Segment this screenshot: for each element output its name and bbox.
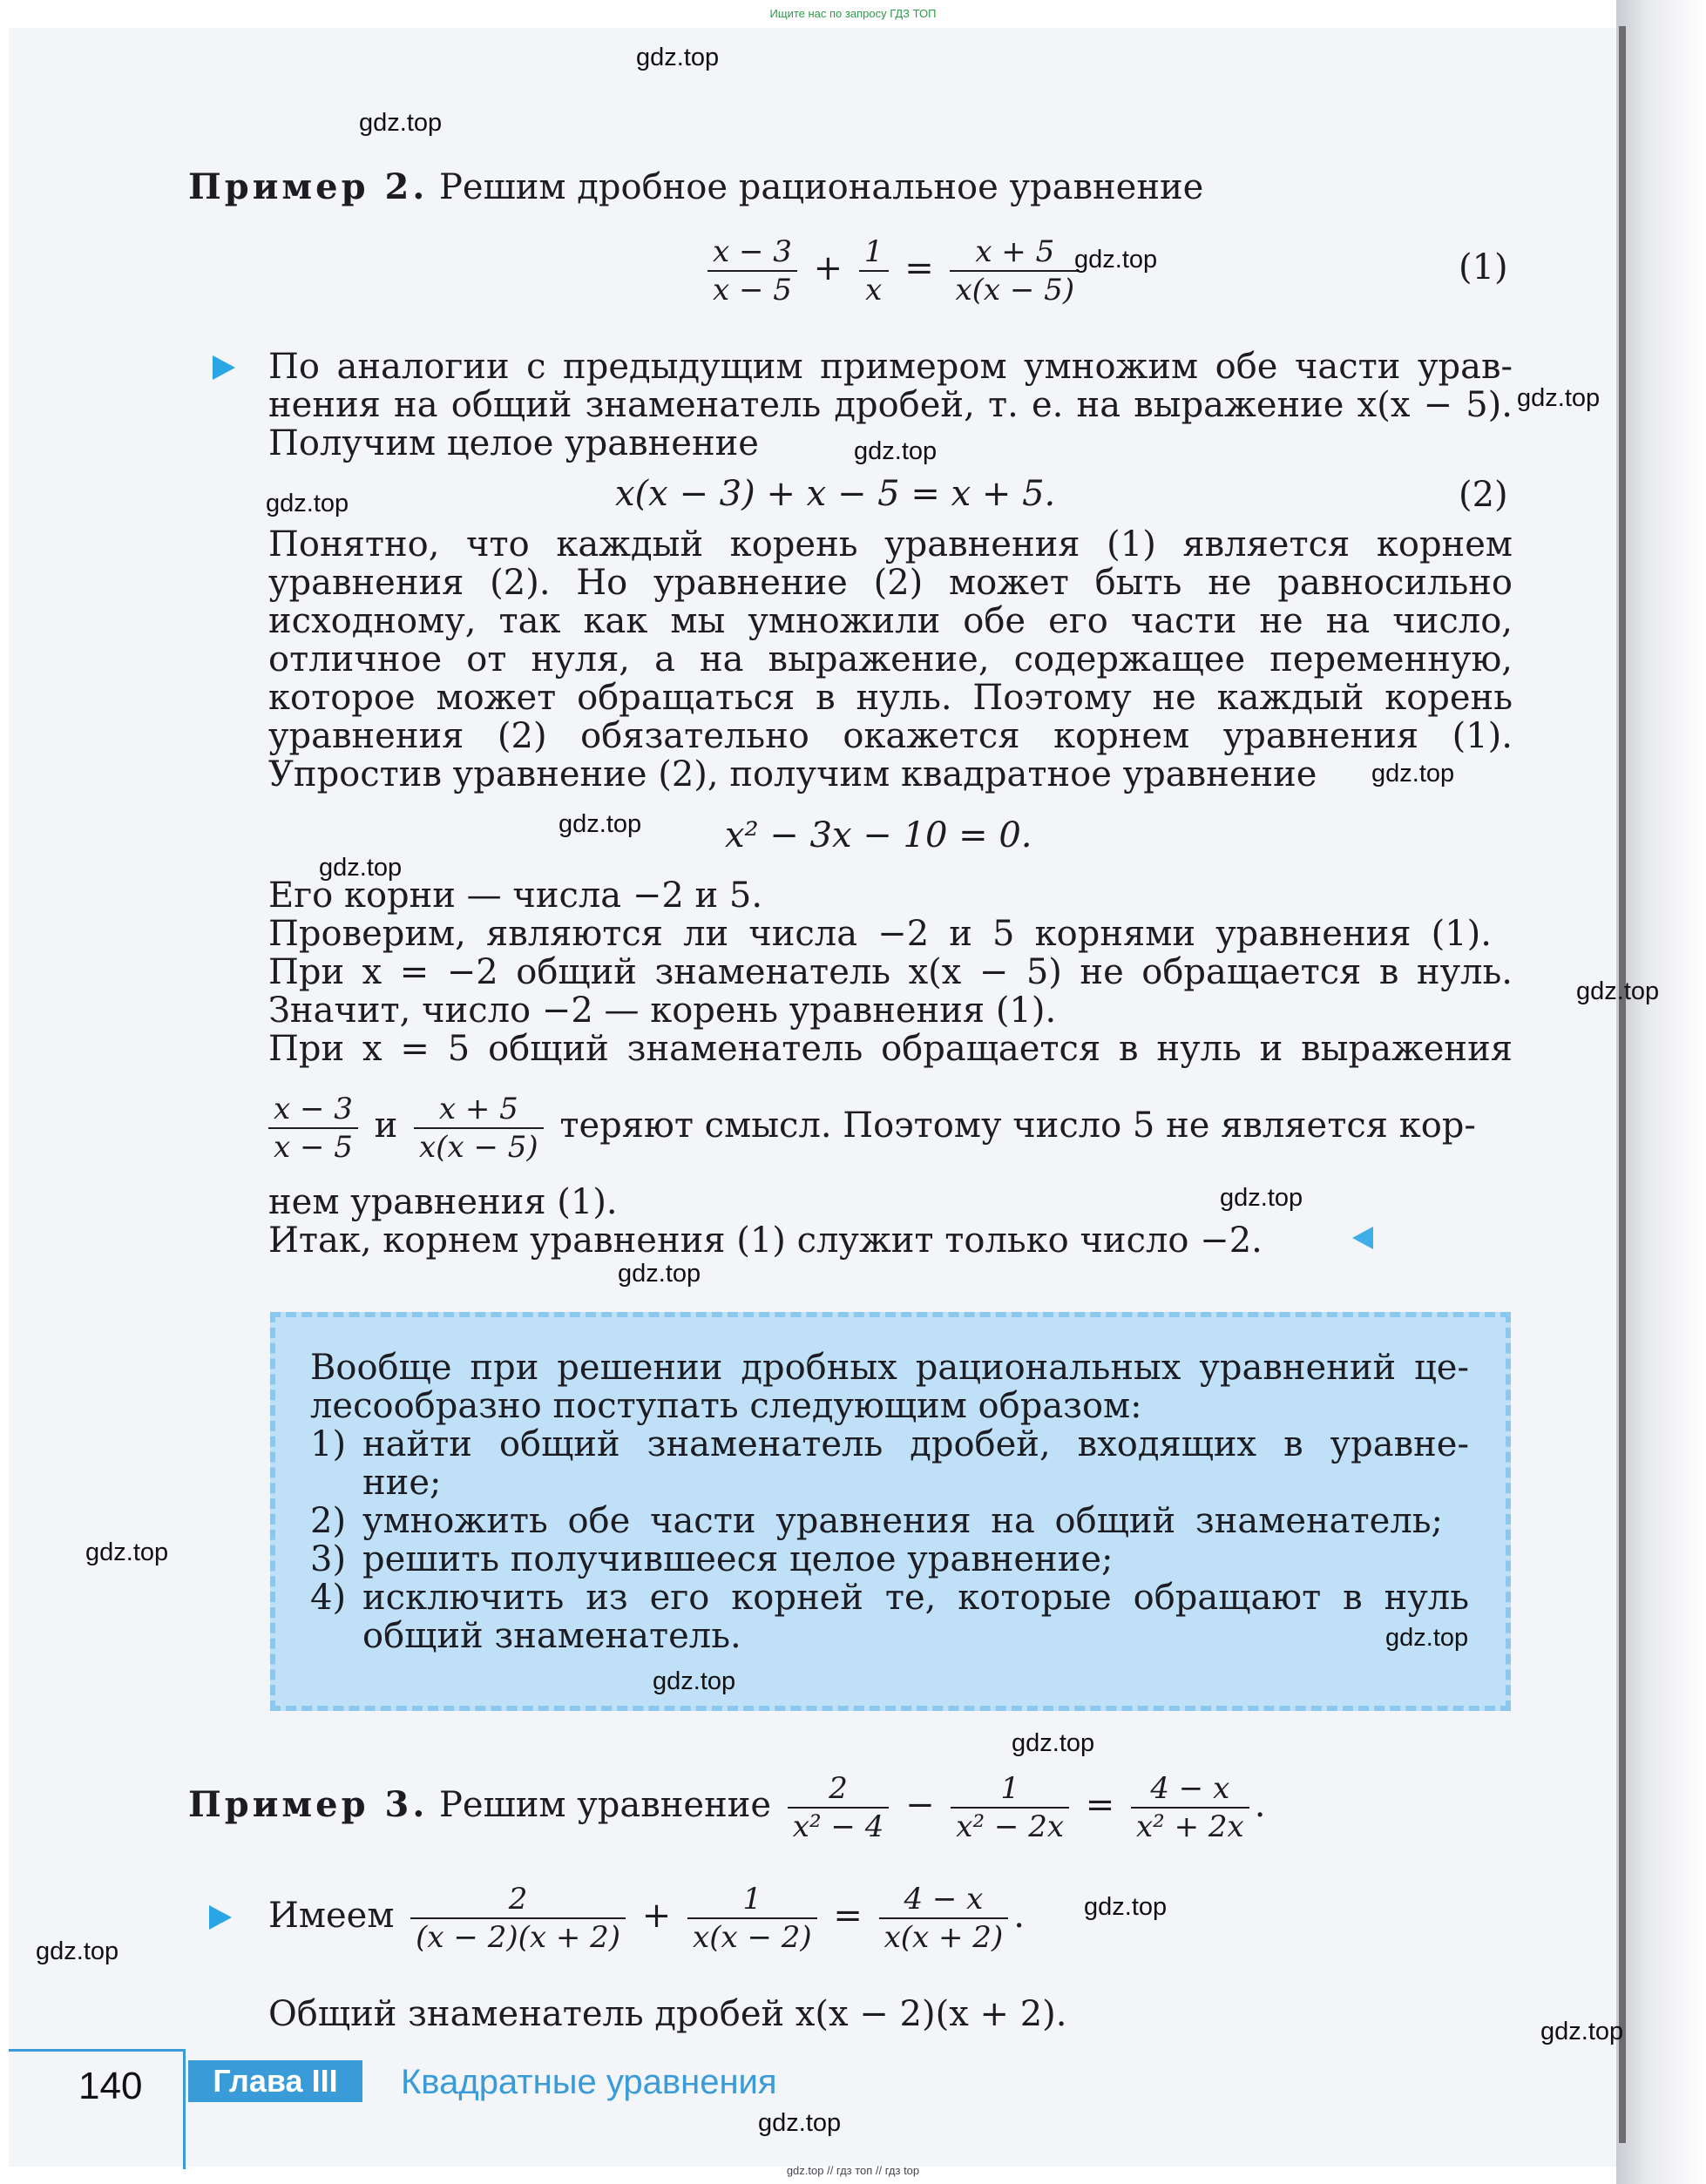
text-line: По аналогии с предыдущим примером умножим обе части урав- <box>268 347 1513 387</box>
watermark: gdz.top <box>359 109 443 137</box>
fraction: $\frac{x - 3}{x - 5}$ <box>707 235 797 307</box>
text-line: Его корни — числа −2 и 5. <box>268 876 763 916</box>
footer-note: gdz.top // гдз топ // гдз top <box>786 2164 920 2177</box>
footer-rule <box>9 2049 183 2052</box>
rule-item: общий знаменатель. <box>362 1616 741 1656</box>
solution-start-arrow-icon <box>209 1905 232 1930</box>
footer-divider <box>183 2049 186 2169</box>
watermark: gdz.top <box>36 1937 119 1965</box>
equation-label-1: (1) <box>1459 247 1508 287</box>
watermark: gdz.top <box>1074 246 1158 274</box>
text-line: нения на общий знаменатель дробей, т. е. на выражение x(x − 5). <box>268 385 1513 425</box>
page-number: 140 <box>78 2065 143 2107</box>
example2-heading: Пример 2. Решим дробное рациональное уравнение <box>188 166 1204 207</box>
chapter-title: Квадратные уравнения <box>401 2063 777 2101</box>
watermark: gdz.top <box>1371 760 1455 788</box>
chapter-tab: Глава III <box>188 2060 362 2102</box>
watermark: gdz.top <box>1385 1624 1469 1652</box>
watermark: gdz.top <box>559 810 642 838</box>
text-line: Упростив уравнение (2), получим квадратное уравнение <box>268 754 1317 794</box>
equation-label-2: (2) <box>1459 475 1508 515</box>
watermark: gdz.top <box>85 1538 169 1566</box>
rule-item: решить получившееся целое уравнение; <box>362 1539 1114 1579</box>
fraction: $\frac{x + 5}{x(x - 5)}$ <box>414 1092 544 1164</box>
example3-heading: Пример 3. Решим уравнение $\frac{2}{\text{x² − 4}}$ − $\frac{1}{\text{x² − 2x}}$ = $\frac{4 - x}{\text{x² + 2x}}$ . <box>188 1771 1266 1844</box>
example3-have-line: Имеем $\frac{2}{(x - 2)(x + 2)}$ + $\frac{1}{x(x - 2)}$ = $\frac{4 - x}{x(x + 2)}$ . <box>268 1882 1025 1955</box>
fraction: $\frac{2}{\text{x² − 4}}$ <box>788 1772 890 1843</box>
rule-item: исключить из его корней те, которые обращают в нуль <box>362 1578 1469 1618</box>
text-line: Проверим, являются ли числа −2 и 5 корнями уравнения (1). <box>268 914 1492 954</box>
rule-item-number: 1) <box>310 1424 347 1464</box>
rule-item: ние; <box>362 1463 442 1503</box>
equation-2: x(x − 3) + x − 5 = x + 5. <box>615 474 1056 514</box>
text-line: отличное от нуля, а на выражение, содержащее переменную, <box>268 639 1513 680</box>
fraction: $\frac{4 - x}{x(x + 2)}$ <box>879 1883 1009 1954</box>
text-line: Значит, число −2 — корень уравнения (1). <box>268 991 1057 1031</box>
rule-item: умножить обе части уравнения на общий знаменатель; <box>362 1501 1443 1541</box>
rule-item-number: 3) <box>310 1539 347 1579</box>
rule-line: лесообразно поступать следующим образом: <box>310 1386 1142 1426</box>
watermark: gdz.top <box>1576 977 1660 1005</box>
equation-1: $\frac{x - 3}{x - 5}$ + $\frac{1}{x}$ = $\frac{x + 5}{x(x - 5)}$ <box>702 232 1085 307</box>
watermark: gdz.top <box>1012 1729 1095 1757</box>
watermark: gdz.top <box>1517 384 1601 412</box>
text-line: Получим целое уравнение <box>268 423 759 463</box>
text-line: которое может обращаться в нуль. Поэтому не каждый корень <box>268 678 1513 718</box>
watermark: gdz.top <box>1540 2018 1624 2045</box>
watermark: gdz.top <box>758 2109 842 2137</box>
header-note: Ищите нас по запросу ГДЗ ТОП <box>769 7 937 20</box>
fraction: $\frac{x + 5}{x(x - 5)}$ <box>950 235 1080 307</box>
book-spine-shadow <box>1616 0 1706 2184</box>
watermark: gdz.top <box>653 1667 736 1695</box>
fraction: $\frac{1}{x}$ <box>859 235 889 307</box>
text-line: уравнения (2) обязательно окажется корнем уравнения (1). <box>268 716 1513 756</box>
solution-end-arrow-icon <box>1352 1227 1373 1249</box>
rule-item-number: 4) <box>310 1578 347 1618</box>
text-line: Понятно, что каждый корень уравнения (1) является корнем <box>268 524 1513 565</box>
watermark: gdz.top <box>618 1260 701 1288</box>
text-line: Общий знаменатель дробей x(x − 2)(x + 2). <box>268 1994 1067 2034</box>
fraction: $\frac{1}{\text{x² − 2x}}$ <box>951 1772 1069 1843</box>
watermark: gdz.top <box>319 854 403 882</box>
fraction: $\frac{4 - x}{\text{x² + 2x}}$ <box>1131 1772 1249 1843</box>
quadratic-equation: x² − 3x − 10 = 0. <box>725 815 1032 855</box>
text-line: При x = 5 общий знаменатель обращается в нуль и выражения <box>268 1029 1513 1069</box>
watermark: gdz.top <box>1220 1184 1303 1212</box>
rule-item: найти общий знаменатель дробей, входящих в уравне- <box>362 1424 1469 1464</box>
text-line: нем уравнения (1). <box>268 1182 618 1222</box>
watermark: gdz.top <box>266 490 349 517</box>
solution-start-arrow-icon <box>213 355 235 380</box>
book-spine-line <box>1619 26 1626 2143</box>
text-line: Итак, корнем уравнения (1) служит только число −2. <box>268 1220 1263 1261</box>
text-line: исходному, так как мы умножили обе его части не на число, <box>268 601 1513 641</box>
watermark: gdz.top <box>636 44 720 71</box>
text-line: уравнения (2). Но уравнение (2) может быть не равносильно <box>268 563 1513 603</box>
rule-line: Вообще при решении дробных рациональных уравнений це- <box>310 1348 1469 1388</box>
rule-item-number: 2) <box>310 1501 347 1541</box>
fraction: $\frac{2}{(x - 2)(x + 2)}$ <box>410 1883 626 1954</box>
fraction: $\frac{x - 3}{x - 5}$ <box>268 1092 358 1164</box>
fraction: $\frac{1}{x(x - 2)}$ <box>687 1883 817 1954</box>
watermark: gdz.top <box>1084 1893 1168 1921</box>
watermark: gdz.top <box>854 437 938 465</box>
text-line: При x = −2 общий знаменатель x(x − 5) не обращается в нуль. <box>268 952 1513 992</box>
fractions-line: $\frac{x - 3}{x - 5}$ и $\frac{x + 5}{x(x - 5)}$ теряют смысл. Поэтому число 5 не является кор- <box>268 1089 1476 1164</box>
